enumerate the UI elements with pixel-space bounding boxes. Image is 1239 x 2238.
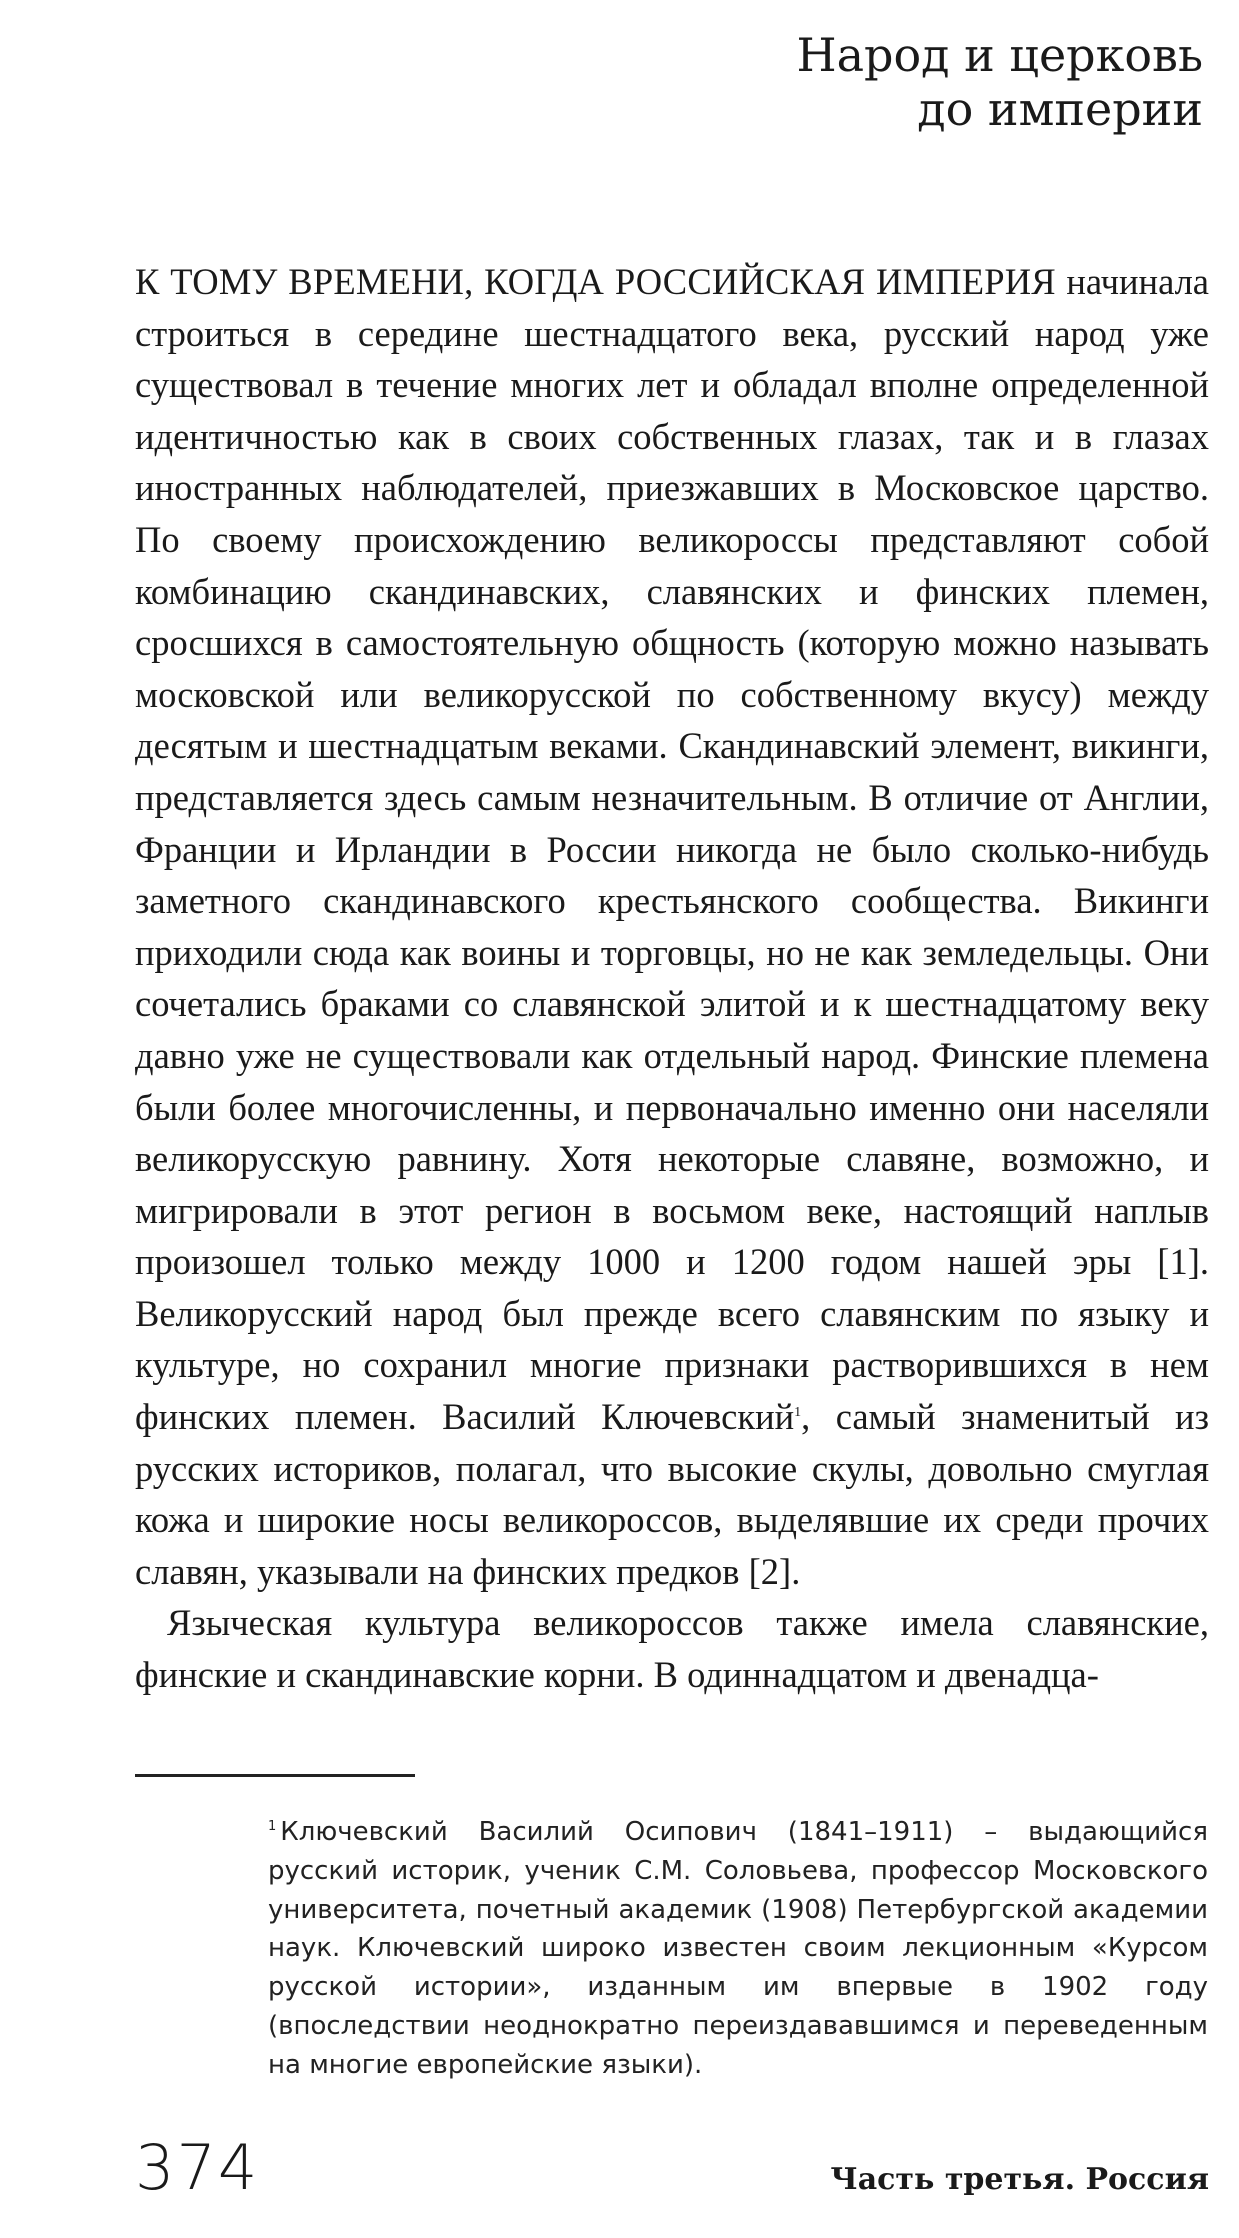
footnote-text: Ключевский Василий Осипович (1841–1911) – выдающийся русский историк, ученик С.М. Соловьева, профессор Московского университета, почетный академик (1908) Петербургской академии наук. Ключевский широко известен своим лекционным «Курсом русской истории», изданным им впервые в 1902 году (впоследствии неоднократно переиздававшимся и переведенным на многие европейские языки). — [268, 1817, 1208, 2080]
chapter-title-line-1: Народ и церковь — [796, 28, 1203, 82]
footnote-reference[interactable]: 1 — [794, 1404, 802, 1420]
paragraph-2: Языческая культура великороссов также имела славянские, финские и скандинавские корни. В одиннадцатом и двенадца- — [135, 1602, 1209, 1696]
running-footer-title: Часть третья. Россия — [830, 2162, 1209, 2197]
paragraph-lead-in: К ТОМУ ВРЕМЕНИ, КОГДА РОССИЙСКАЯ ИМПЕРИЯ — [135, 261, 1056, 302]
paragraph-1-text-continued: , самый знаменитый из русских историков, полагал, что высокие скулы, довольно смуглая кожа и широкие носы великороссов, выделявшие их среди прочих славян, указывали на финских предков [2]. — [135, 1396, 1209, 1592]
chapter-title-line-2: до империи — [917, 82, 1203, 136]
main-text — [135, 256, 1209, 1701]
chapter-title — [503, 28, 1203, 136]
page-number: 374 — [135, 2131, 260, 2204]
footnote-marker: 1 — [268, 1819, 277, 1835]
footnote-separator — [135, 1774, 415, 1777]
paragraph-1-text: начинала строиться в середине шестнадцатого века, русский народ уже существовал в течение многих лет и обладал вполне определенной идентичностью как в своих собственных глазах, так и в глазах иностранных наблюдателей, приезжавших в Московское царство. По своему происхождению великороссы представляют собой комбинацию скандинавских, славянских и финских племен, сросшихся в самостоятельную общность (которую можно называть московской или великорусской по собственному вкусу) между десятым и шестнадцатым веками. Скандинавский элемент, викинги, представляется здесь самым незначительным. В отличие от Англии, Франции и Ирландии в России никогда не было сколько-нибудь заметного скандинавского крестьянского сообщества. Викинги приходили сюда как воины и торговцы, но не как земледельцы. Они сочетались браками со славянской элитой и к шестнадцатому веку давно уже не существовали как отдельный народ. Финские племена были более многочисленны, и первоначально именно они населяли великорусскую равнину. Хотя некоторые славяне, возможно, и мигрировали в этот регион в восьмом веке, настоящий наплыв произошел только между 1000 и 1200 годом нашей эры [1]. Великорусский народ был прежде всего славянским по языку и культуре, но сохранил многие признаки растворившихся в нем финских племен. Василий Ключевский — [135, 261, 1209, 1438]
footnote — [268, 1813, 1208, 2085]
paragraph-1 — [135, 256, 1209, 1597]
